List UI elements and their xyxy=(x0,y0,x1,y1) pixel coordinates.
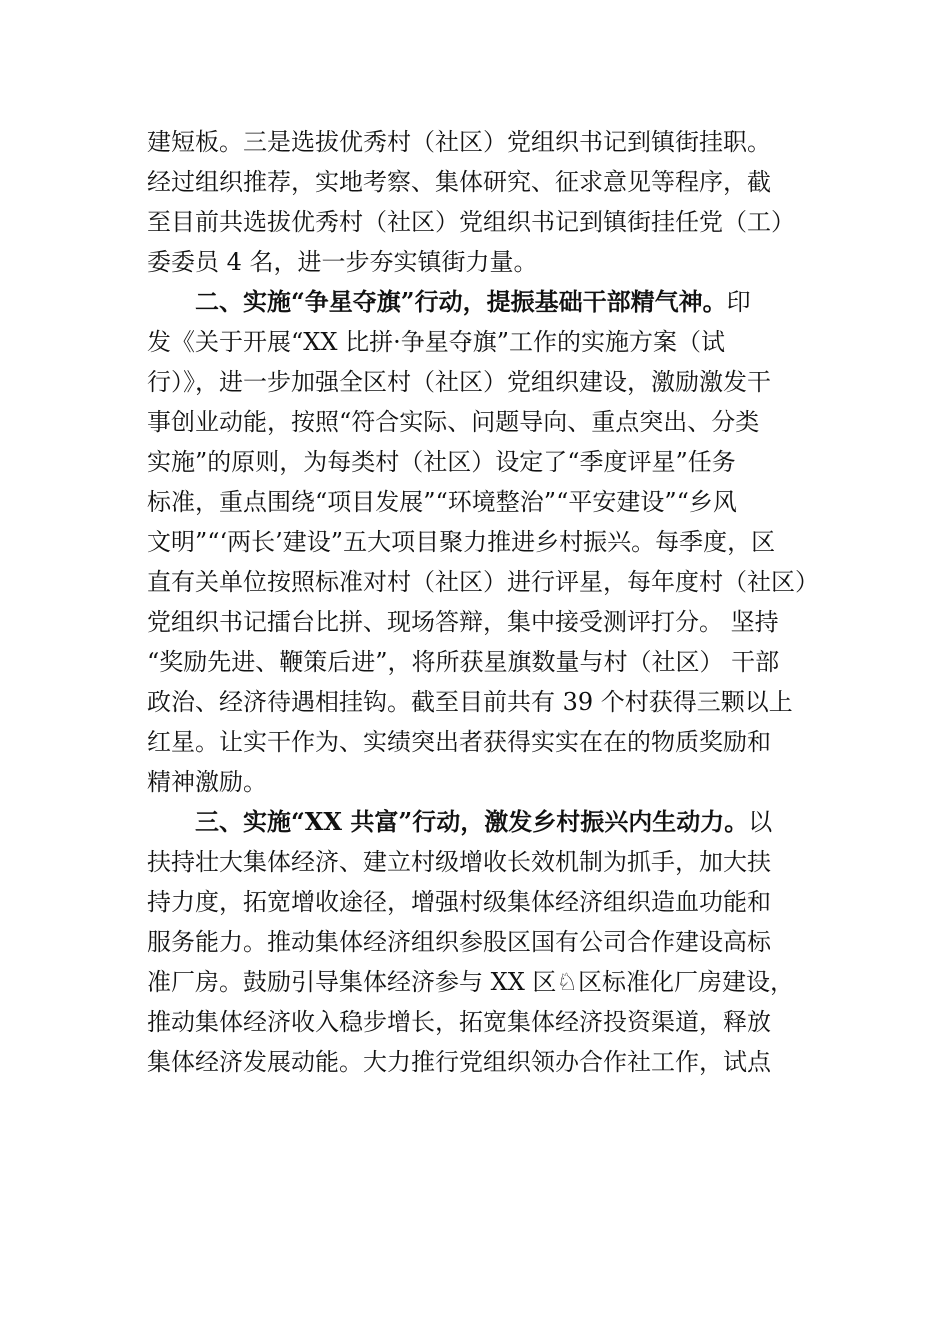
section-heading-2: 二、实施“争星夺旗”行动，提振基础干部精气神。 xyxy=(195,287,727,316)
text-line: 服务能力。推动集体经济组织参股区国有公司合作建设高标 xyxy=(147,928,771,956)
text-line: 行）》，进一步加强全区村（社区）党组织建设，激励激发干 xyxy=(147,368,771,396)
text-line: 文明”“‘两长’建设”五大项目聚力推进乡村振兴。每季度，区 xyxy=(147,528,776,556)
text-line: 事创业动能，按照“符合实际、问题导向、重点突出、分类 xyxy=(147,408,760,436)
paragraph-2-first-line xyxy=(147,282,807,322)
text-line: 持力度，拓宽增收途径，增强村级集体经济组织造血功能和 xyxy=(147,888,771,916)
text-fragment: 印 xyxy=(726,288,751,316)
paragraph-3-first-line xyxy=(147,802,807,842)
document-page xyxy=(147,122,819,1082)
text-line: 发《关于开展“XX 比拼·争星夺旗”工作的实施方案（试 xyxy=(147,328,725,356)
text-line: 建短板。三是选拔优秀村（社区）党组织书记到镇街挂职。 xyxy=(147,128,771,156)
text-line: 集体经济发展动能。大力推行党组织领办合作社工作，试点 xyxy=(147,1048,771,1076)
text-line: 推动集体经济收入稳步增长，拓宽集体经济投资渠道，释放 xyxy=(147,1008,771,1036)
text-line: 标准，重点围绕“项目发展”“环境整治”“平安建设”“乡风 xyxy=(147,488,737,516)
text-line: 党组织书记擂台比拼、现场答辩，集中接受测评打分。 坚持 xyxy=(147,608,779,636)
text-line: 政治、经济待遇相挂钩。截至目前共有 39 个村获得三颗以上 xyxy=(147,688,793,716)
text-line: 准厂房。鼓励引导集体经济参与 XX 区♘区标准化厂房建设， xyxy=(147,968,794,996)
text-line: 实施”的原则，为每类村（社区）设定了“季度评星”任务 xyxy=(147,448,736,476)
paragraph-3 xyxy=(147,802,807,1082)
text-line: 至目前共选拔优秀村（社区）党组织书记到镇街挂任党（工） xyxy=(147,208,795,236)
section-heading-3: 三、实施“XX 共富”行动，激发乡村振兴内生动力。 xyxy=(195,807,749,836)
paragraph-1 xyxy=(147,122,807,282)
text-line: 扶持壮大集体经济、建立村级增收长效机制为抓手，加大扶 xyxy=(147,848,771,876)
paragraph-2 xyxy=(147,282,819,802)
text-line: 精神激励。 xyxy=(147,768,267,796)
text-line: “奖励先进、鞭策后进”，将所获星旗数量与村（社区） 干部 xyxy=(147,648,780,676)
text-line: 经过组织推荐，实地考察、集体研究、征求意见等程序，截 xyxy=(147,168,771,196)
text-line: 红星。让实干作为、实绩突出者获得实实在在的物质奖励和 xyxy=(147,728,771,756)
text-line: 委委员 4 名，进一步夯实镇街力量。 xyxy=(147,248,538,276)
text-fragment: 以 xyxy=(748,808,773,836)
text-line: 直有关单位按照标准对村（社区）进行评星，每年度村（社区） xyxy=(147,568,819,596)
